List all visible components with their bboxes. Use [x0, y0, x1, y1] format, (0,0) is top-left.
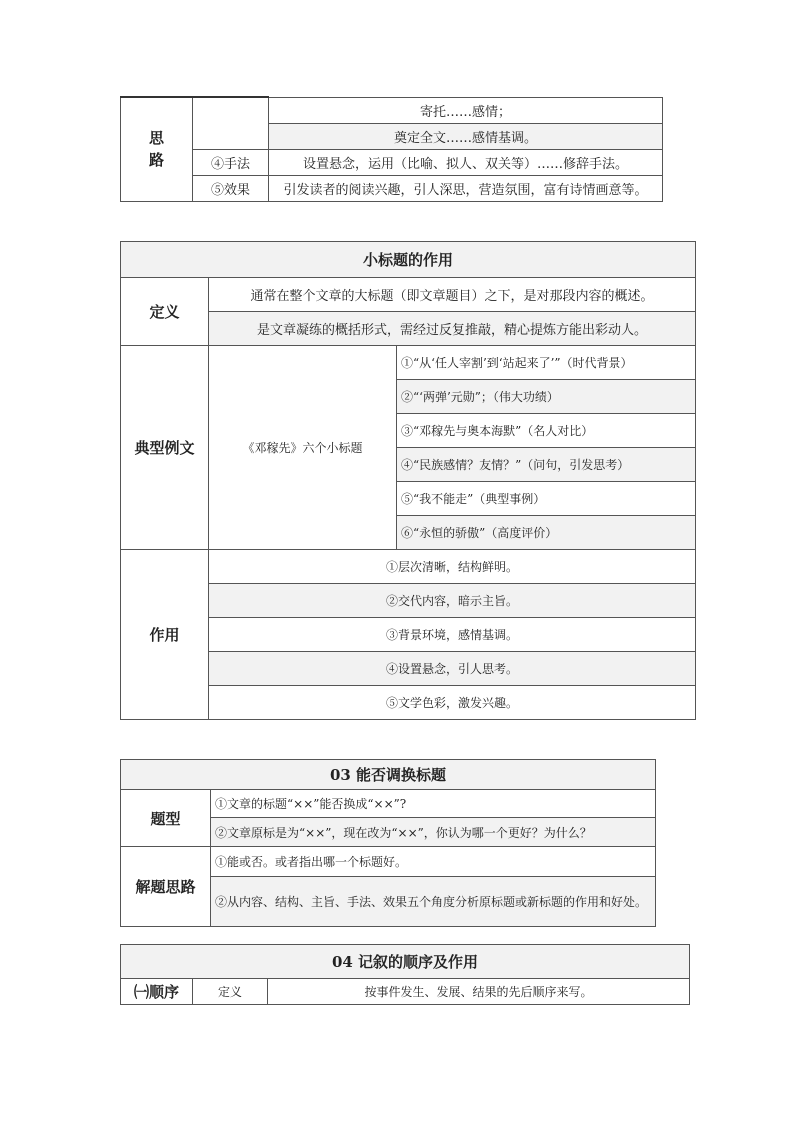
- definition-line-1: 通常在整个文章的大标题（即文章题目）之下，是对那段内容的概述。: [209, 278, 696, 312]
- approach-table: [120, 96, 663, 202]
- subtitle-function-table: [120, 241, 696, 720]
- example-source: 《邓稼先》六个小标题: [209, 346, 397, 550]
- narrative-order-heading: 04 记叙的顺序及作用: [121, 945, 690, 979]
- example-item: ④“民族感情？友情？”（问句，引发思考）: [397, 448, 696, 482]
- definition-line-2: 是文章凝练的概括形式，需经过反复推敲，精心提炼方能出彩动人。: [209, 312, 696, 346]
- order-label: ㈠顺序: [121, 979, 193, 1005]
- example-item: ⑤“我不能走”（典型事例）: [397, 482, 696, 516]
- order-definition-text: 按事件发生、发展、结果的先后顺序来写。: [268, 979, 690, 1005]
- function-label: 作用: [121, 550, 209, 720]
- title-swap-table: [120, 759, 656, 927]
- title-swap-heading: 03 能否调换标题: [121, 760, 656, 790]
- function-item: ④设置悬念，引人思考。: [209, 652, 696, 686]
- approach-row-2: 奠定全文……感情基调。: [269, 123, 663, 149]
- approach-label-char-2: 路: [148, 151, 164, 170]
- empty-label-cell: [193, 97, 269, 149]
- approach-row-4: 引发读者的阅读兴趣，引人深思，营造氛围，富有诗情画意等。: [269, 175, 663, 201]
- subtitle-table-title: 小标题的作用: [121, 242, 696, 278]
- question-type-label: 题型: [121, 790, 211, 847]
- technique-label: ④手法: [193, 149, 269, 175]
- solution-item: ②从内容、结构、主旨、手法、效果五个角度分析原标题或新标题的作用和好处。: [211, 877, 656, 927]
- example-item: ⑥“永恒的骄傲”（高度评价）: [397, 516, 696, 550]
- example-item: ③“邓稼先与奥本海默”（名人对比）: [397, 414, 696, 448]
- approach-side-label: [121, 97, 193, 201]
- approach-label-char-1: 思: [148, 129, 164, 148]
- example-item: ②“‘两弹’元勋”；（伟大功绩）: [397, 380, 696, 414]
- solution-approach-label: 解题思路: [121, 847, 211, 927]
- definition-label: 定义: [121, 278, 209, 346]
- question-type-item: ②文章原标是为“××”，现在改为“××”，你认为哪一个更好？为什么？: [211, 818, 656, 847]
- example-label: 典型例文: [121, 346, 209, 550]
- function-item: ②交代内容，暗示主旨。: [209, 584, 696, 618]
- approach-row-1: 寄托……感情；: [269, 97, 663, 123]
- order-definition-label: 定义: [193, 979, 268, 1005]
- narrative-order-table: [120, 944, 690, 1005]
- solution-item: ①能或否。或者指出哪一个标题好。: [211, 847, 656, 877]
- question-type-item: ①文章的标题“××”能否换成“××”?: [211, 790, 656, 818]
- approach-row-3: 设置悬念，运用（比喻、拟人、双关等）……修辞手法。: [269, 149, 663, 175]
- example-item: ①“从‘任人宰割’到‘站起来了’”（时代背景）: [397, 346, 696, 380]
- function-item: ③背景环境，感情基调。: [209, 618, 696, 652]
- function-item: ①层次清晰，结构鲜明。: [209, 550, 696, 584]
- function-item: ⑤文学色彩，激发兴趣。: [209, 686, 696, 720]
- effect-label: ⑤效果: [193, 175, 269, 201]
